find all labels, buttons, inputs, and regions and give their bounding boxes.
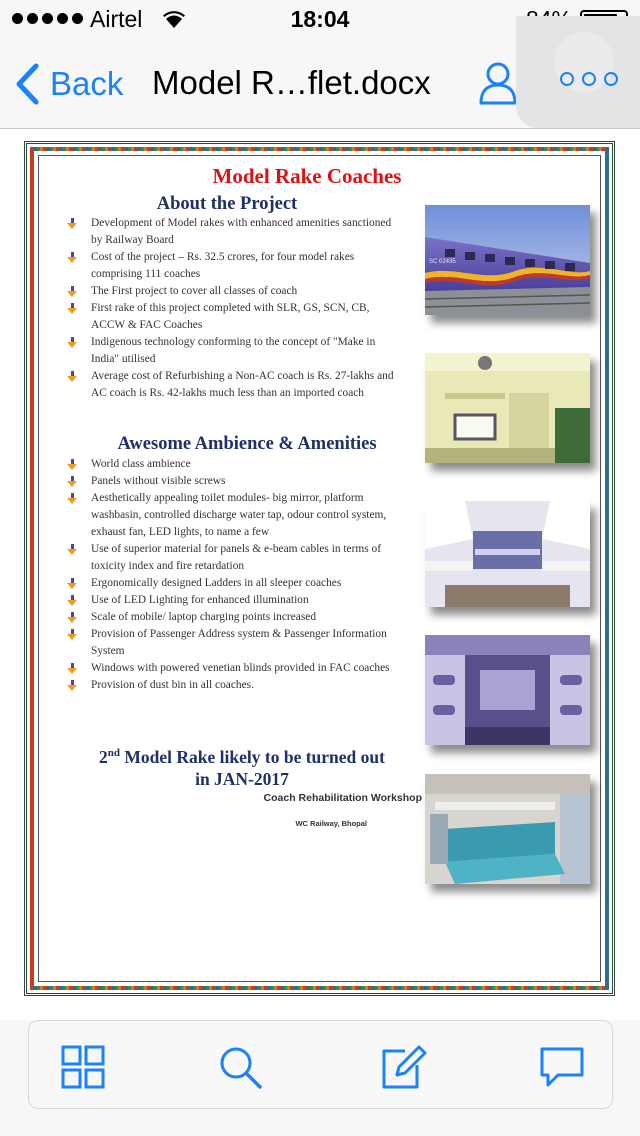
closing-statement: 2nd Model Rake likely to be turned out in JAN-2017 [99,746,385,789]
arrow-bullet-icon [67,218,77,229]
arrow-bullet-icon [67,680,77,691]
list-item: Scale of mobile/ laptop charging points increased [67,609,397,626]
arrow-bullet-icon [67,476,77,487]
about-list [67,215,397,402]
arrow-bullet-icon [67,493,77,504]
more-icon [560,72,574,86]
list-item: Cost of the project – Rs. 32.5 crores, for four model rakes comprising 111 coaches [67,249,397,283]
list-item: Provision of Passenger Address system & Passenger Information System [67,626,397,660]
arrow-bullet-icon [67,663,77,674]
bottom-toolbar [0,1020,640,1136]
doc-title: Model Rake Coaches [212,164,402,188]
arrow-bullet-icon [67,612,77,623]
document-page [24,141,615,996]
arrow-bullet-icon [67,303,77,314]
arrow-bullet-icon [67,578,77,589]
back-label: Back [50,65,124,102]
list-item: Panels without visible screws [67,473,397,490]
grid-icon [59,1043,107,1091]
search-button[interactable] [216,1043,264,1091]
list-item: Use of LED Lighting for enhanced illumination [67,592,397,609]
arrow-bullet-icon [67,371,77,382]
list-item: Average cost of Refurbishing a Non-AC coach is Rs. 27-lakhs and AC coach is Rs. 42-lakhs much less than an imported coach [67,368,397,402]
carrier-name: Airtel [90,6,143,32]
amenities-list [67,456,397,694]
list-item: World class ambience [67,456,397,473]
photo-coach-interior-berth [425,353,590,463]
arrow-bullet-icon [67,595,77,606]
compose-icon [379,1043,427,1091]
navigation-bar [0,40,640,129]
list-item: First rake of this project completed with SLR, GS, SCN, CB, ACCW & FAC Coaches [67,300,397,334]
arrow-bullet-icon [67,286,77,297]
status-time: 18:04 [290,6,350,32]
list-item: The First project to cover all classes of coach [67,283,397,300]
document-viewer[interactable] [0,129,640,1020]
svg-text:SC 02435: SC 02435 [429,259,456,265]
section-heading-about: About the Project [156,194,298,214]
arrow-bullet-icon [67,544,77,555]
section-heading-ambience: Awesome Ambience & Amenities [117,434,377,454]
chevron-left-icon [14,63,40,105]
document-title: Model R…flet.docx [152,64,431,101]
signature-location: WC Railway, Bhopal [295,819,367,828]
list-item: Development of Model rakes with enhanced amenities sanctioned by Railway Board [67,215,397,249]
photo-coach-interior-panels [425,501,590,607]
list-item: Use of superior material for panels & e-beam cables in terms of toxicity index and fire retardation [67,541,397,575]
edit-button[interactable] [379,1043,427,1091]
comment-icon [538,1043,586,1091]
search-icon [216,1043,264,1091]
photo-train-exterior [425,205,590,315]
arrow-bullet-icon [67,459,77,470]
arrow-bullet-icon [67,252,77,263]
list-item: Provision of dust bin in all coaches. [67,677,397,694]
signature-org: Coach Rehabilitation Workshop [263,792,422,804]
list-item: Indigenous technology conforming to the concept of "Make in India" utilised [67,334,397,368]
more-button[interactable] [560,72,618,86]
arrow-bullet-icon [67,629,77,640]
photo-coach-interior-purple [425,635,590,745]
list-item: Ergonomically designed Ladders in all sleeper coaches [67,575,397,592]
comment-button[interactable] [538,1043,586,1091]
back-button[interactable] [14,62,123,106]
toolbar-panel [28,1020,613,1109]
arrow-bullet-icon [67,337,77,348]
list-item: Windows with powered venetian blinds provided in FAC coaches [67,660,397,677]
photo-coach-interior-seats [425,774,590,884]
grid-button[interactable] [59,1043,107,1091]
list-item: Aesthetically appealing toilet modules- big mirror, platform washbasin, controlled discharge water tap, odour control system, exhaust fan, LED lights, to name a few [67,490,397,541]
